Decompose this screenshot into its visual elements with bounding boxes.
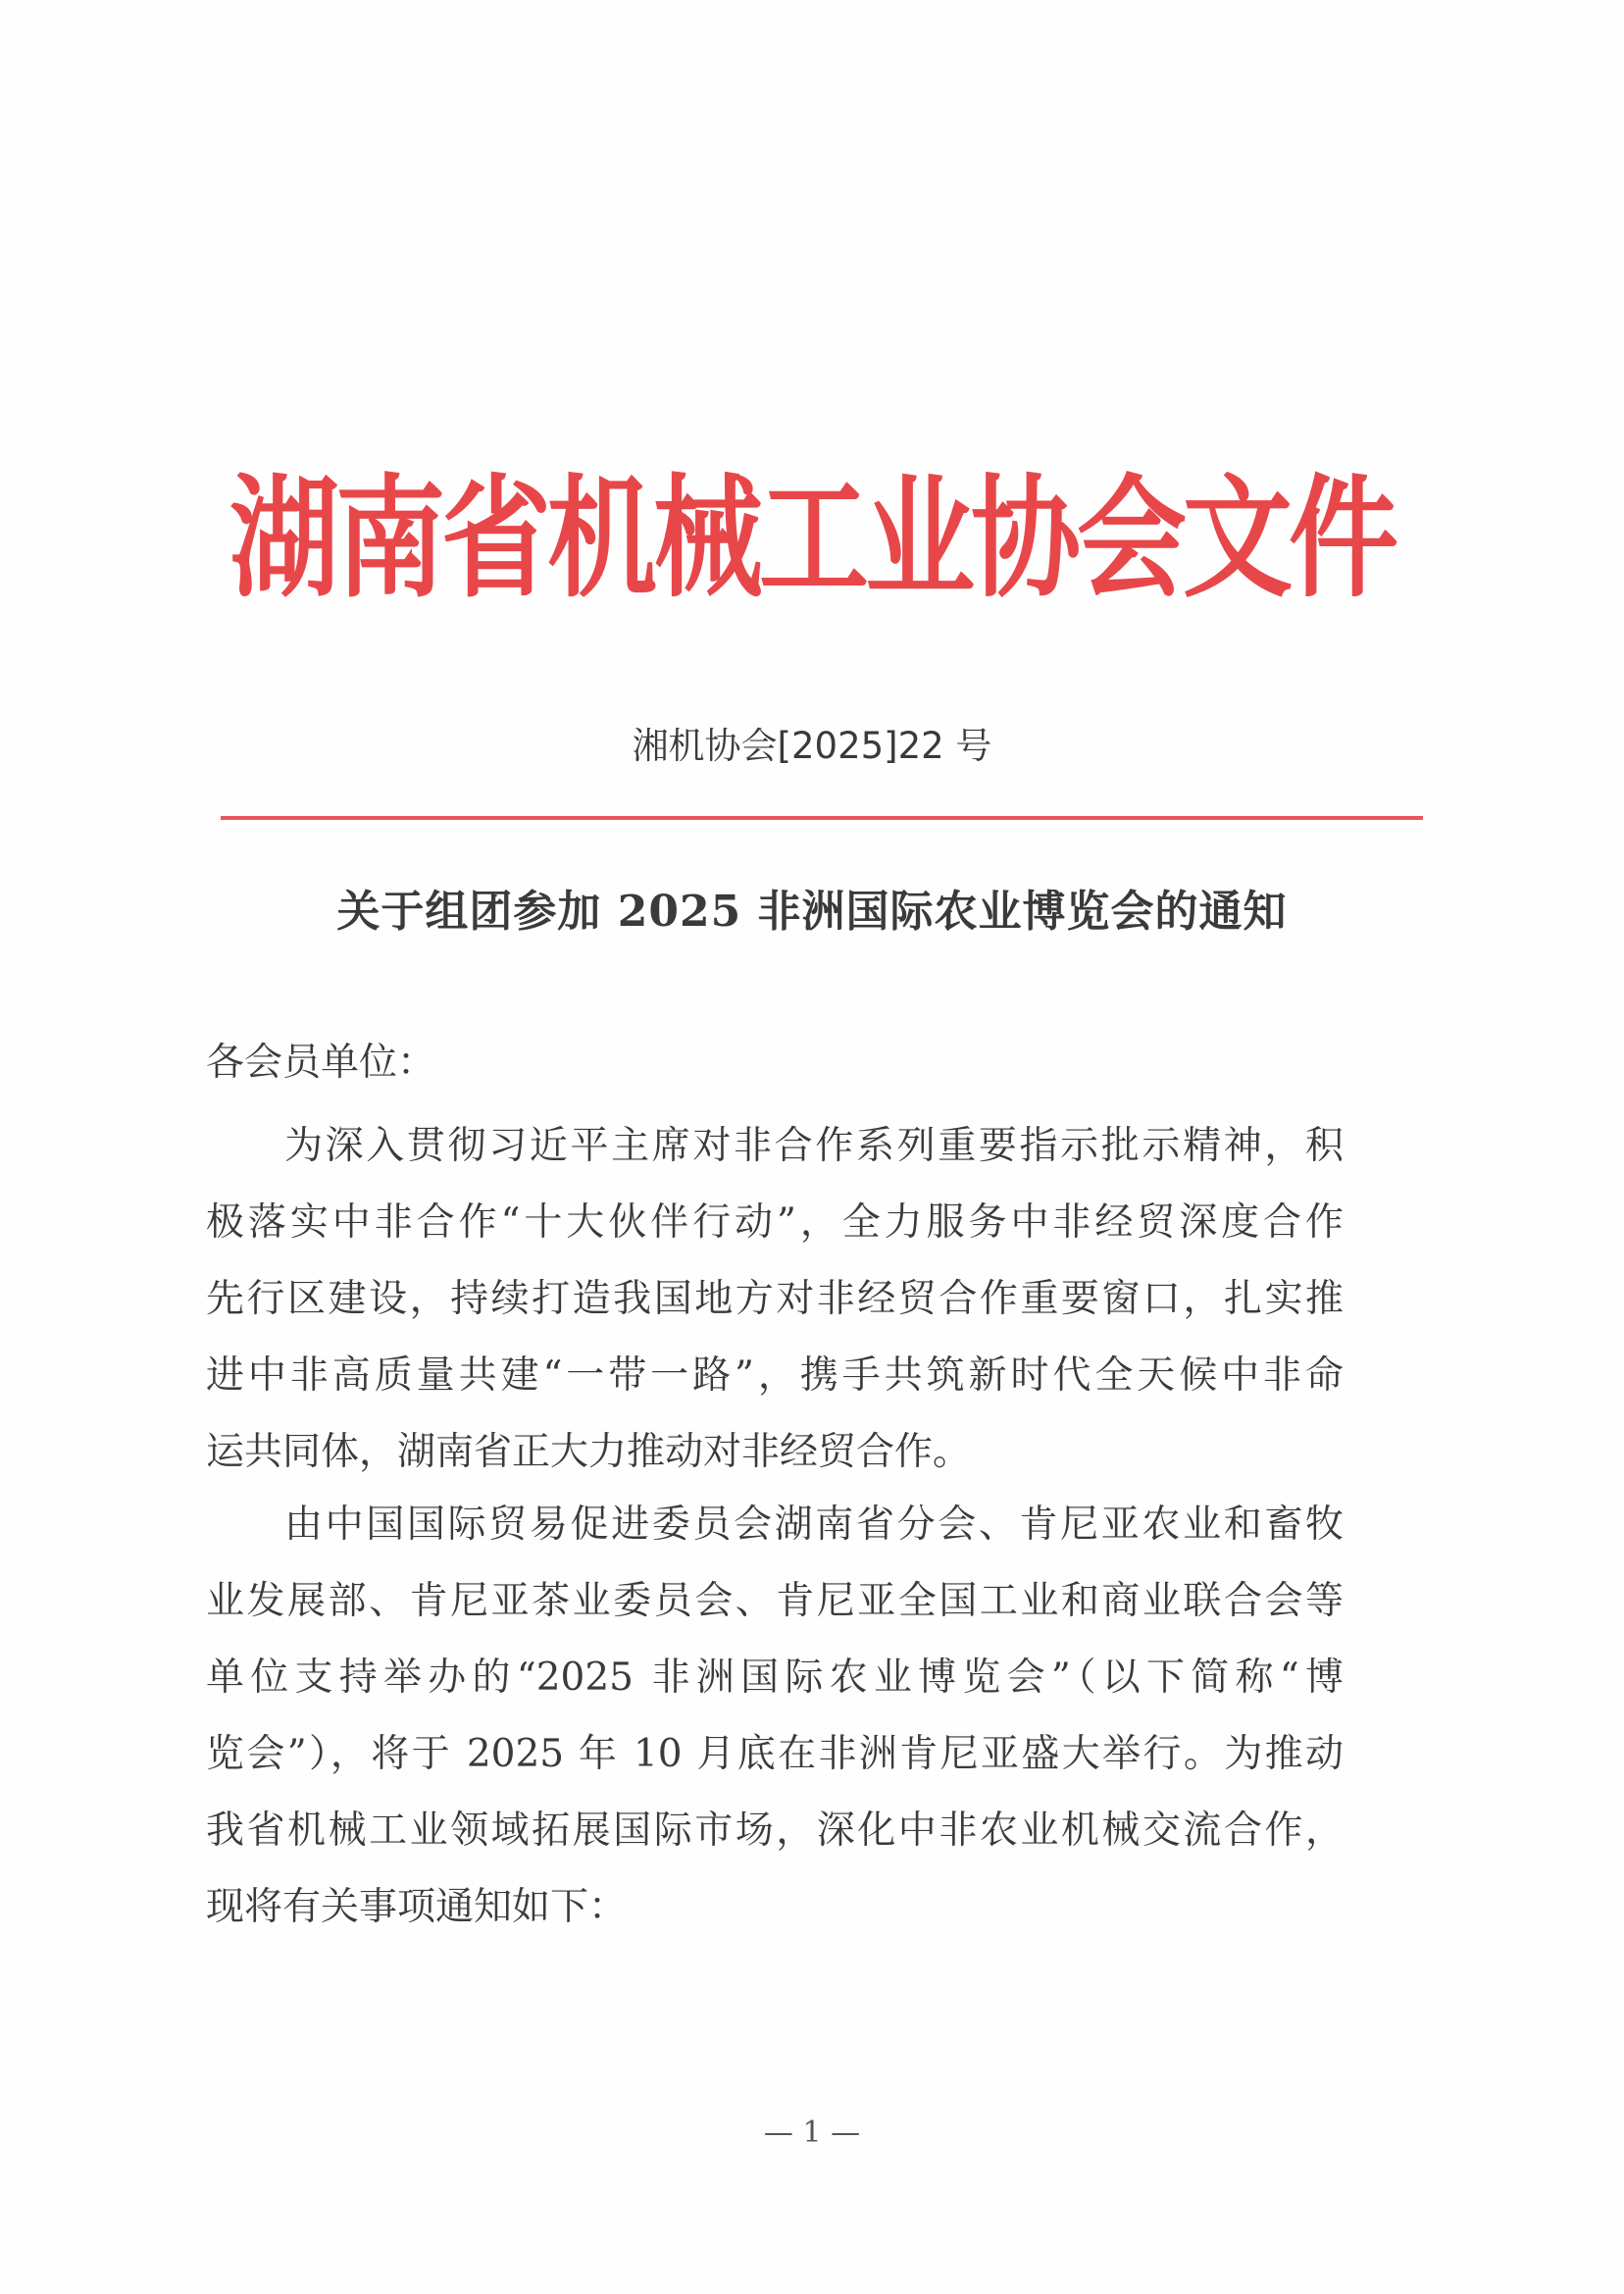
paragraph-line: 览会”），将于 2025 年 10 月底在非洲肯尼亚盛大举行。为推动: [206, 1732, 1344, 1776]
paragraph-line: 业发展部、肯尼亚茶业委员会、肯尼亚全国工业和商业联合会等: [206, 1579, 1344, 1623]
notice-title: 关于组团参加 2025 非洲国际农业博览会的通知: [336, 887, 1288, 937]
red-divider-line: [221, 816, 1423, 820]
paragraph-line: 我省机械工业领域拓展国际市场，深化中非农业机械交流合作，: [206, 1809, 1344, 1853]
paragraph-line: 极落实中非合作“十大伙伴行动”，全力服务中非经贸深度合作: [206, 1200, 1344, 1245]
paragraph-1: [206, 1108, 1344, 1491]
document-number: 湘机协会[2025]22 号: [632, 725, 992, 767]
paragraph-2: [206, 1487, 1344, 1946]
page-number: — 1 —: [763, 2116, 861, 2150]
paragraph-line: 现将有关事项通知如下：: [206, 1885, 628, 1929]
masthead-title: 湖南省机械工业协会文件: [229, 461, 1395, 616]
paragraph-line: 运共同体，湖南省正大力推动对非经贸合作。: [206, 1430, 972, 1474]
paragraph-line: 先行区建设，持续打造我国地方对非经贸合作重要窗口，扎实推: [206, 1277, 1344, 1321]
paragraph-line: 单位支持举办的“2025 非洲国际农业博览会”（以下简称“博: [206, 1656, 1344, 1700]
paragraph-line: 由中国国际贸易促进委员会湖南省分会、肯尼亚农业和畜牧: [284, 1503, 1344, 1547]
salutation: 各会员单位：: [206, 1041, 436, 1085]
paragraph-line: 进中非高质量共建“一带一路”，携手共筑新时代全天候中非命: [206, 1353, 1344, 1398]
paragraph-line: 为深入贯彻习近平主席对非合作系列重要指示批示精神，积: [284, 1124, 1344, 1168]
